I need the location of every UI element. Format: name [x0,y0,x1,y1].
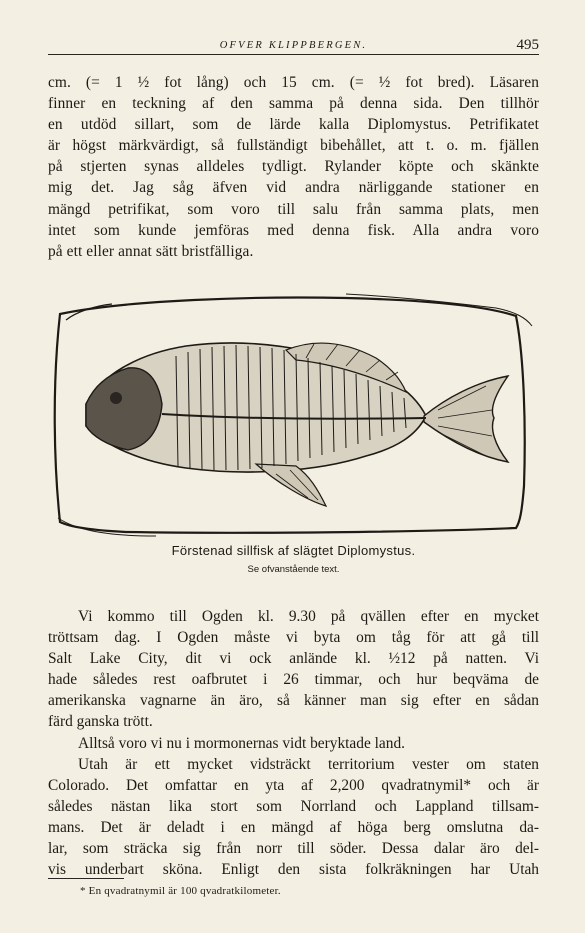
text-line: på ett eller annat sätt bristfälliga. [48,242,254,260]
text-line: mans. Det är deladt i en mängd af höga berg omslutna da- [48,818,539,836]
text-line: på stjerten synas alldeles tydligt. Rylander köpte och skänkte [48,158,539,176]
text-line: är högst märkvärdigt, så fullständigt bibehållet, att t. o. m. fjällen [48,137,539,155]
text-line: mig det. Jag såg äfven vid andra närliggande stationer en [48,179,539,197]
paragraph-1 [48,72,539,262]
running-head [48,34,539,56]
text-line: cm. (= 1 ½ fot lång) och 15 cm. (= ½ fot bred). Läsaren [48,74,539,91]
text-line: mängd petrifikat, som voro till salu från samma plats, men [48,200,539,218]
page-number: 495 [516,37,539,53]
header-rule [48,54,539,55]
running-head-title: OFVER KLIPPBERGEN. [219,40,368,51]
text-line: Vi kommo till Ogden kl. 9.30 på qvällen efter en mycket [78,608,539,625]
paragraph-2 [48,606,539,880]
text-line: intet som kunde jemföras med denna fisk. Alla andra voro [48,221,539,239]
text-line: Salt Lake City, dit vi ock anlände kl. ½12 på natten. Vi [48,650,539,668]
footnote-rule [48,878,124,879]
text-line: finner en teckning af den samma på denna sida. Den tillhör [48,95,539,113]
figure-subcaption: Se ofvanstående text. [247,564,340,575]
text-line: således nästan lika stort som Norrland och Lappland tillsam- [48,797,539,815]
text-line: en utdöd sillart, som de lärde kalla Diplomystus. Petrifikatet [48,116,539,134]
figure-caption: Förstenad sillfisk af slägtet Diplomystus. [171,543,416,558]
text-line: hade således rest oafbrutet i 26 timmar, och hur beqväma de [48,671,539,689]
text-line: Colorado. Det omfattar en yta af 2,200 qvadratnymil* och är [48,776,539,794]
footnote: * En qvadratnymil är 100 qvadratkilometer. [80,885,281,897]
text-line: Alltså voro vi nu i mormonernas vidt beryktade land. [78,734,405,752]
text-line: tröttsam dag. I Ogden måste vi byta om tåg för att gå till [48,629,539,647]
text-line: lar, som sträcka sig från norr till söder. Dessa dalar äro del- [48,840,539,858]
fossil-fish-illustration [46,286,539,544]
text-line: Utah är ett mycket vidsträckt territorium vester om staten [78,755,539,773]
text-line: vis underbart sköna. Enligt den sista folkräkningen har Utah [48,861,539,879]
text-line: färd ganska trött. [48,713,153,731]
text-line: amerikanska vagnarne än äro, så känner man sig efter en sådan [48,692,539,710]
